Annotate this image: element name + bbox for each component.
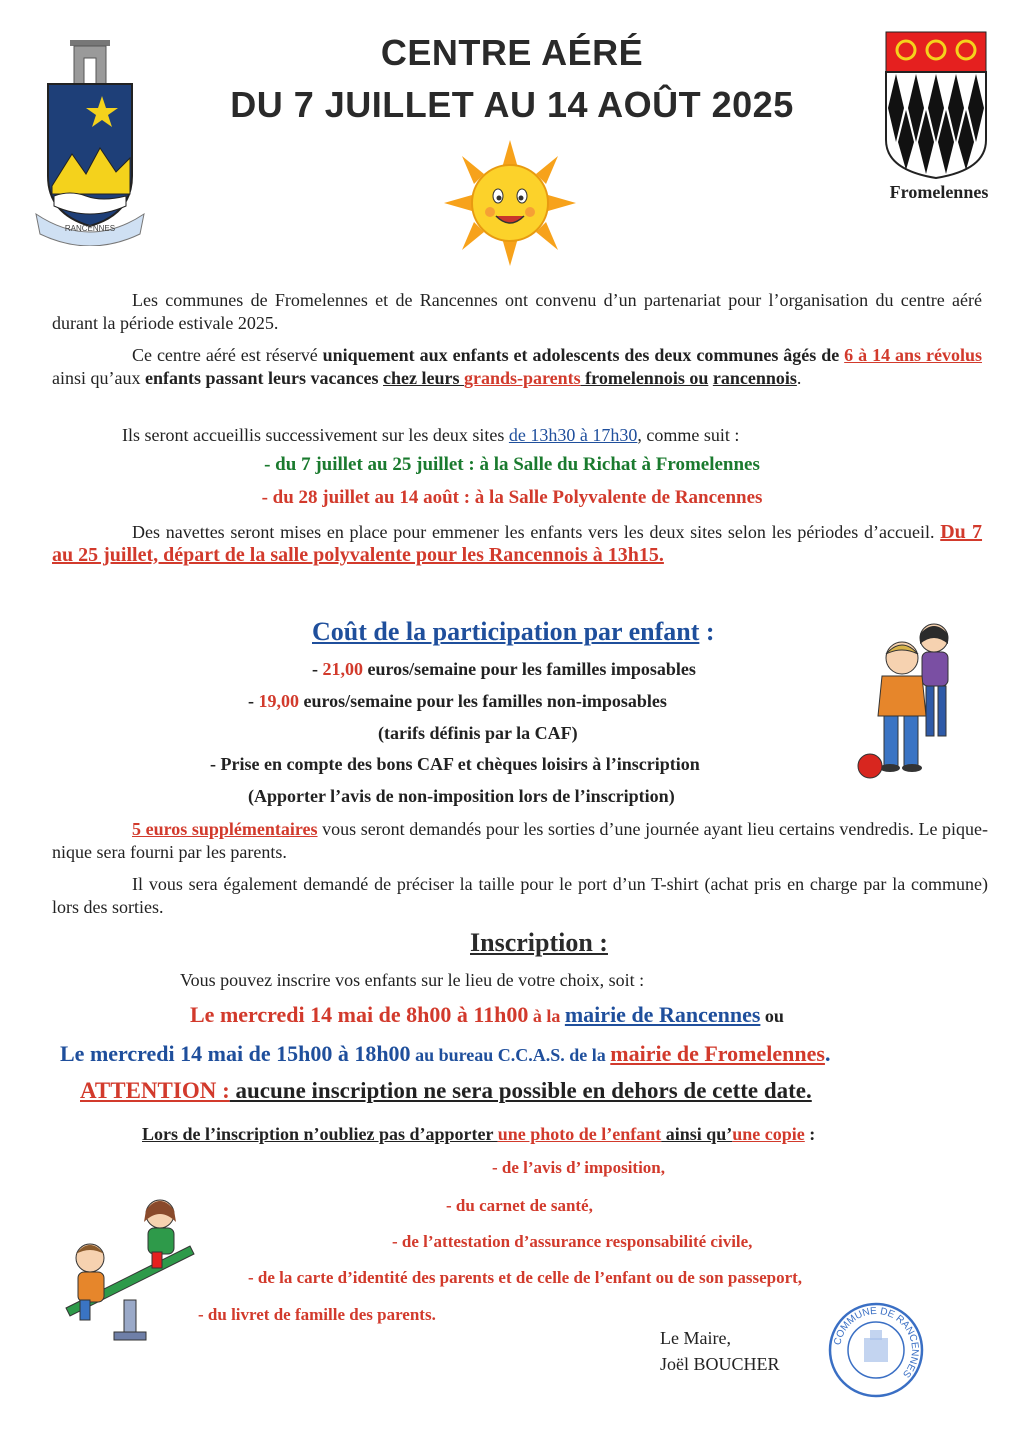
cost-l2-dash: - <box>248 691 259 711</box>
intro-p4-shuttle: Du 7 au 25 juillet, départ de la salle polyvalente pour les Rancennois à 13h15. <box>52 521 983 566</box>
intro-p2-e: enfants passant leurs vacances <box>144 368 383 388</box>
date-1-place: mairie de Rancennes <box>564 1002 761 1027</box>
intro-p2-i: rancennois <box>712 368 797 388</box>
intro-p2-f: chez leurs <box>383 368 464 388</box>
rancennes-crest-label: RANCENNES <box>64 224 116 233</box>
site-2-line: - du 28 juillet au 14 août : à la Salle Polyvalente de Rancennes <box>261 487 763 508</box>
intro-p2-age: 6 à 14 ans révolus <box>844 345 982 365</box>
intro-paragraph-3 <box>52 424 982 447</box>
tshirt-text-2: la commune) lors des sorties. <box>52 874 989 917</box>
date-1-at: à la <box>528 1006 565 1026</box>
cost-line-3: (tarifs définis par la CAF) <box>378 723 578 743</box>
intro-p1-text: Les communes de Fromelennes et de Rancennes ont convenu d’un partenariat pour l’organisation du centre aéré durant la période estivale 2025. <box>52 290 982 333</box>
documents-copy: une copie <box>732 1124 805 1144</box>
signature-name: Joël BOUCHER <box>660 1354 780 1374</box>
cost-heading-text: Coût de la participation par enfant <box>312 617 700 646</box>
intro-p2-a: Ce centre aéré est réservé <box>132 345 323 365</box>
document-item-2: - du carnet de santé, <box>446 1196 593 1215</box>
cost-line-5: (Apporter l’avis de non-imposition lors de l’inscription) <box>248 786 675 806</box>
intro-p4-b: d’accueil. <box>864 522 941 542</box>
intro-p2-b: uniquement aux enfants et adolescents des deux communes âgés de <box>322 345 840 365</box>
cost-l1-price: 21,00 <box>322 659 363 679</box>
documents-e: : <box>804 1124 816 1144</box>
intro-paragraph-4 <box>52 521 982 567</box>
cost-line-4: - Prise en compte des bons CAF et chèques loisirs à l’inscription <box>210 754 700 774</box>
attention-line <box>80 1078 812 1104</box>
intro-p3-c: , comme suit : <box>637 425 740 445</box>
intro-p3-a: Ils seront accueillis successivement sur les deux sites <box>122 425 509 445</box>
attention-text: aucune inscription ne sera possible en dehors de cette date. <box>229 1078 812 1103</box>
inscription-date-2 <box>60 1041 830 1067</box>
intro-p3-hours: de 13h30 à 17h30 <box>508 425 638 445</box>
document-item-3: - de l’attestation d’assurance responsabilité civile, <box>392 1232 753 1251</box>
extra-cost-amount: 5 euros supplémentaires <box>132 819 318 839</box>
seesaw-kids-illustration <box>60 1188 200 1348</box>
cost-l2-text: euros/semaine pour les familles non-imposables <box>299 691 667 711</box>
inscription-date-1 <box>190 1002 784 1028</box>
stamp-text: COMMUNE DE RANCENNES <box>832 1305 921 1380</box>
documents-c: ainsi qu’ <box>661 1124 733 1144</box>
cost-l1-text: euros/semaine pour les familles imposables <box>363 659 696 679</box>
cost-l1-dash: - <box>312 659 323 679</box>
documents-a: Lors de l’inscription n’oubliez pas d’apporter <box>142 1124 498 1144</box>
intro-p2-grandparents: grands-parents <box>463 368 581 388</box>
page-title-line2: DU 7 JUILLET AU 14 AOÛT 2025 <box>230 84 794 125</box>
tshirt-paragraph <box>52 873 988 919</box>
extra-cost-text-2: vendredis. Le pique-nique sera fourni par les parents. <box>52 819 989 862</box>
documents-photo: une photo de l’enfant <box>497 1124 662 1144</box>
intro-p2-d: ainsi qu’aux <box>52 368 145 388</box>
intro-p2-h: fromelennois ou <box>580 368 709 388</box>
official-stamp <box>826 1300 926 1400</box>
date-1-time: Le mercredi 14 mai de 8h00 à 11h00 <box>190 1002 529 1027</box>
document-item-1: - de l’avis d’ imposition, <box>492 1158 666 1177</box>
date-1-or: ou <box>760 1006 784 1026</box>
cost-heading-colon: : <box>699 617 715 646</box>
cost-line-1 <box>312 659 696 680</box>
intro-p4-a: Des navettes seront mises en place pour emmener les enfants vers les deux sites selon les périodes <box>132 522 859 542</box>
intro-paragraph-1 <box>52 289 982 335</box>
intro-p2-j: . <box>796 368 802 388</box>
document-item-4: - de la carte d’identité des parents et de celle de l’enfant ou de son passeport, <box>248 1268 803 1287</box>
site-1-line: - du 7 juillet au 25 juillet : à la Salle du Richat à Fromelennes <box>264 454 760 475</box>
fromelennes-crest <box>884 30 994 210</box>
attention-label: ATTENTION : <box>80 1078 230 1103</box>
intro-paragraph-2 <box>52 344 982 390</box>
inscription-intro: Vous pouvez inscrire vos enfants sur le lieu de votre choix, soit : <box>180 970 645 990</box>
cost-l2-price: 19,00 <box>258 691 299 711</box>
date-2-dot: . <box>824 1041 831 1066</box>
date-2-time: Le mercredi 14 mai de 15h00 à 18h00 <box>60 1041 411 1066</box>
tshirt-text-1: Il vous sera également demandé de préciser la taille pour le port d’un T-shirt (achat pris en charge par <box>132 874 887 894</box>
extra-cost-text: vous seront demandés pour les sorties d’une journée ayant lieu certains <box>317 819 835 839</box>
extra-cost-paragraph <box>52 818 988 864</box>
cost-heading <box>312 617 715 647</box>
page-title-line1: CENTRE AÉRÉ <box>380 32 644 73</box>
date-2-place: mairie de Fromelennes <box>610 1041 825 1066</box>
cost-line-2 <box>248 691 667 712</box>
kids-ball-illustration <box>856 616 976 786</box>
date-2-at: au bureau C.C.A.S. de la <box>410 1045 611 1065</box>
signature-role: Le Maire, <box>660 1328 731 1348</box>
documents-line <box>142 1124 815 1145</box>
inscription-heading: Inscription : <box>470 928 608 957</box>
fromelennes-crest-label: Fromelennes <box>889 182 989 202</box>
sun-illustration <box>440 138 580 268</box>
document-item-5: - du livret de famille des parents. <box>198 1305 436 1324</box>
